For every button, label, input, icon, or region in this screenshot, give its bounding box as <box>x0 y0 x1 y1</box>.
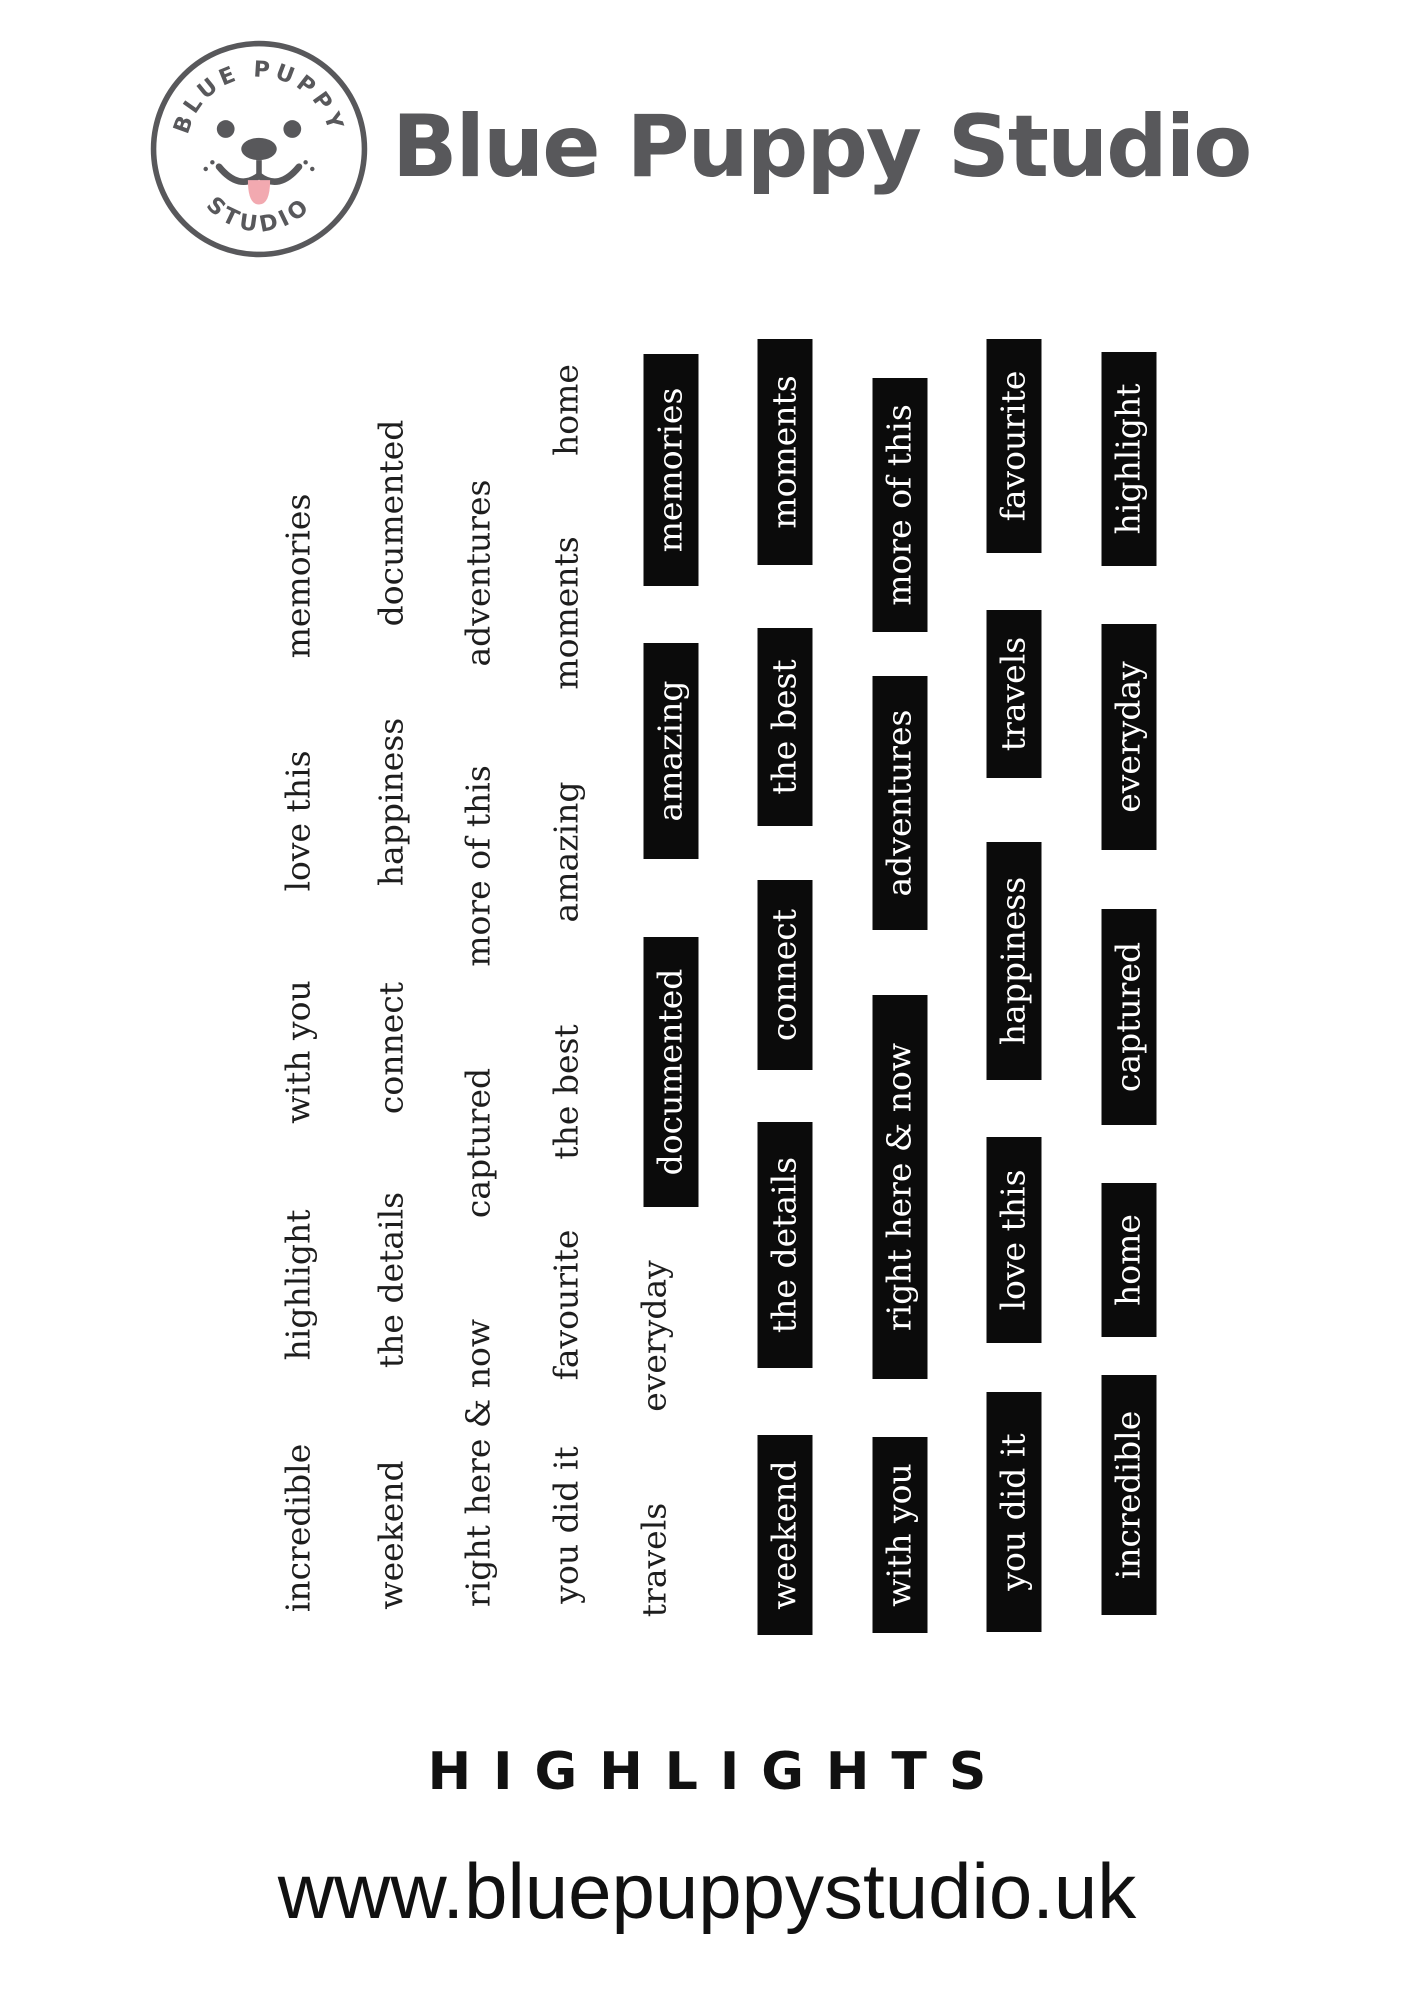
svg-text:BLUE PUPPY: BLUE PUPPY <box>168 56 350 138</box>
plain-word: connect <box>371 981 411 1115</box>
plain-word: home <box>546 364 586 456</box>
plain-word: documented <box>371 419 411 627</box>
stamp-label: amazing <box>644 643 699 859</box>
plain-word: you did it <box>546 1446 586 1604</box>
stamp-label: memories <box>644 354 699 586</box>
plain-word: everyday <box>634 1260 674 1412</box>
stamp-label: highlight <box>1102 352 1157 566</box>
stamp-label: the details <box>758 1122 813 1368</box>
stamp-label: favourite <box>987 339 1042 553</box>
stamp-label: more of this <box>873 378 928 632</box>
plain-word: more of this <box>458 765 498 967</box>
stamp-label: love this <box>987 1137 1042 1343</box>
plain-word: with you <box>278 980 318 1124</box>
stamp-label: weekend <box>758 1435 813 1635</box>
stamp-label: adventures <box>873 676 928 930</box>
brand-name: Blue Puppy Studio <box>392 97 1251 197</box>
stamp-label: right here & now <box>873 995 928 1379</box>
stamp-label: moments <box>758 339 813 565</box>
stamp-label: everyday <box>1102 624 1157 850</box>
plain-word: favourite <box>546 1229 586 1381</box>
stamp-label: happiness <box>987 842 1042 1080</box>
stamp-label: the best <box>758 628 813 826</box>
plain-word: the details <box>371 1191 411 1369</box>
stamp-label: you did it <box>987 1392 1042 1632</box>
plain-word: amazing <box>546 781 586 923</box>
svg-text:STUDIO: STUDIO <box>201 191 317 238</box>
plain-word: adventures <box>458 479 498 667</box>
stamp-label: incredible <box>1102 1375 1157 1615</box>
stamp-label: documented <box>644 937 699 1207</box>
stamp-label: connect <box>758 880 813 1070</box>
plain-word: travels <box>634 1502 674 1618</box>
product-title: HIGHLIGHTS <box>427 1742 1009 1802</box>
plain-word: right here & now <box>458 1318 498 1608</box>
plain-word: incredible <box>278 1443 318 1613</box>
plain-word: moments <box>546 536 586 690</box>
plain-word: captured <box>458 1067 498 1219</box>
stamp-label: with you <box>873 1437 928 1633</box>
plain-word: memories <box>278 493 318 659</box>
plain-word: love this <box>278 750 318 892</box>
stamp-label: home <box>1102 1183 1157 1337</box>
plain-word: happiness <box>371 717 411 887</box>
plain-word: weekend <box>371 1460 411 1610</box>
plain-word: highlight <box>278 1209 318 1361</box>
stamp-label: travels <box>987 610 1042 778</box>
plain-word: the best <box>546 1024 586 1160</box>
stamp-label: captured <box>1102 909 1157 1125</box>
website-url: www.bluepuppystudio.uk <box>277 1847 1137 1935</box>
